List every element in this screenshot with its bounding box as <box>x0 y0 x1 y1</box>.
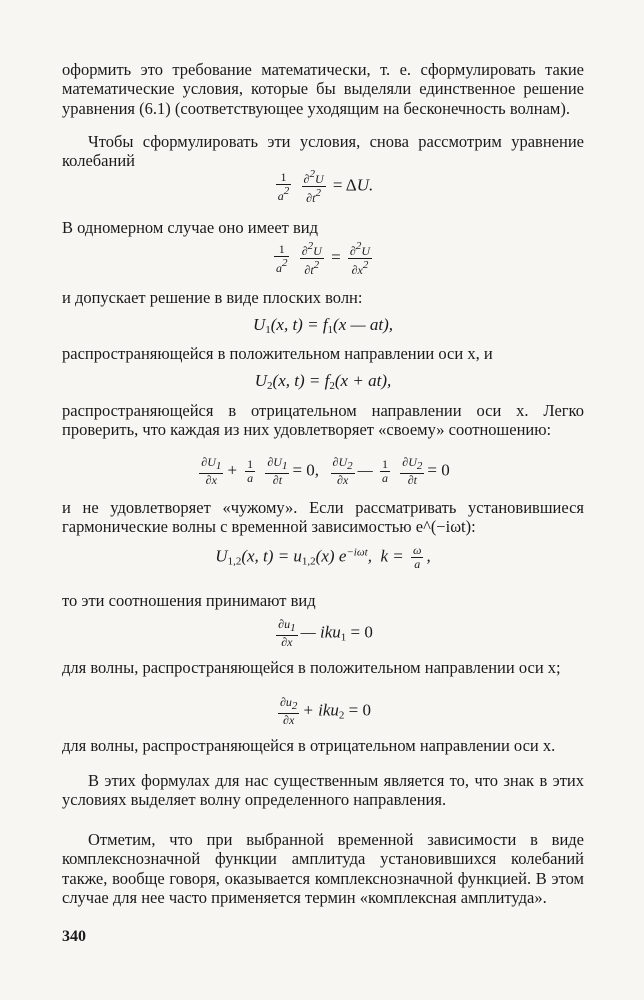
paragraph-4: и допускает решение в виде плоских волн: <box>62 288 363 307</box>
equation-harmonic: $U_{1,2}(x$, $t) = u_{1,2}(x)$ $e^{-i\omega t}$, k = $\frac{\omega}{a}$ , <box>215 543 431 571</box>
equation-relations: $\frac{\partial U_1}{\partial x}$ + $\frac{1}{a}$ $\frac{\partial U_1}{\partial t}$ = 0, $\frac{\partial U_2}{\partial x}$ — $\frac{1}{a}$ $\frac{\partial U_2}{\partial t}$ = 0 <box>201 455 450 487</box>
paragraph-6: распространяющейся в отрицательном направлении оси x. Легко проверить, что каждая из них удовлетворяет «своему» соотношению: <box>62 401 584 440</box>
paragraph-1: оформить это требование математически, т. е. сформулировать такие математические условия, которые бы выделяли единственное решение уравнения (6.1) (соответствующее уходящим на бесконечность волнам). <box>62 60 584 118</box>
equation-wave-3d: $\frac{1}{a^2}$ $\frac{\partial^2U}{\partial t^2}$ = ΔU. <box>277 168 374 205</box>
paragraph-7: и не удовлетворяет «чужому». Если рассматривать установившиеся гармонические волны с временной зависимостью e^(−iωt): <box>62 498 584 537</box>
equation-u1: $U_1(x$, $t) = f_1(x$ — at), <box>252 315 394 336</box>
equation-wave-1d: $\frac{1}{a^2}$ $\frac{\partial^2U}{\partial t^2}$ = $\frac{\partial^2U}{\partial x^2}$ <box>275 240 371 277</box>
equation-negative: $\frac{\partial u_2}{\partial x}$ + iku$_2$ = 0 <box>279 695 372 727</box>
paragraph-10: для волны, распространяющейся в отрицательном направлении оси x. <box>62 736 556 755</box>
paragraph-9: для волны, распространяющейся в положительном направлении оси x; <box>62 658 561 677</box>
page-body <box>62 60 584 960</box>
paragraph-8: то эти соотношения принимают вид <box>62 591 316 610</box>
paragraph-3: В одномерном случае оно имеет вид <box>62 218 319 237</box>
equation-u2: $U_2(x$, $t) = f_2(x + at)$, <box>254 371 392 392</box>
page-number: 340 <box>62 928 86 945</box>
equation-positive: $\frac{\partial u_1}{\partial x}$ — iku$_1$ = 0 <box>278 617 373 649</box>
paragraph-5: распространяющейся в положительном направлении оси x, и <box>62 344 493 363</box>
paragraph-11: В этих формулах для нас существенным является то, что знак в этих условиях выделяет волну определенного направления. <box>62 771 584 810</box>
paragraph-2: Чтобы сформулировать эти условия, снова рассмотрим уравнение колебаний <box>62 132 584 171</box>
paragraph-12: Отметим, что при выбранной временной зависимости в виде комплекснозначной функции амплитуда установившихся колебаний также, вообще говоря, оказывается комплекснозначной функцией. В этом случае для нее часто применяется термин «комплексная амплитуда». <box>62 830 584 908</box>
